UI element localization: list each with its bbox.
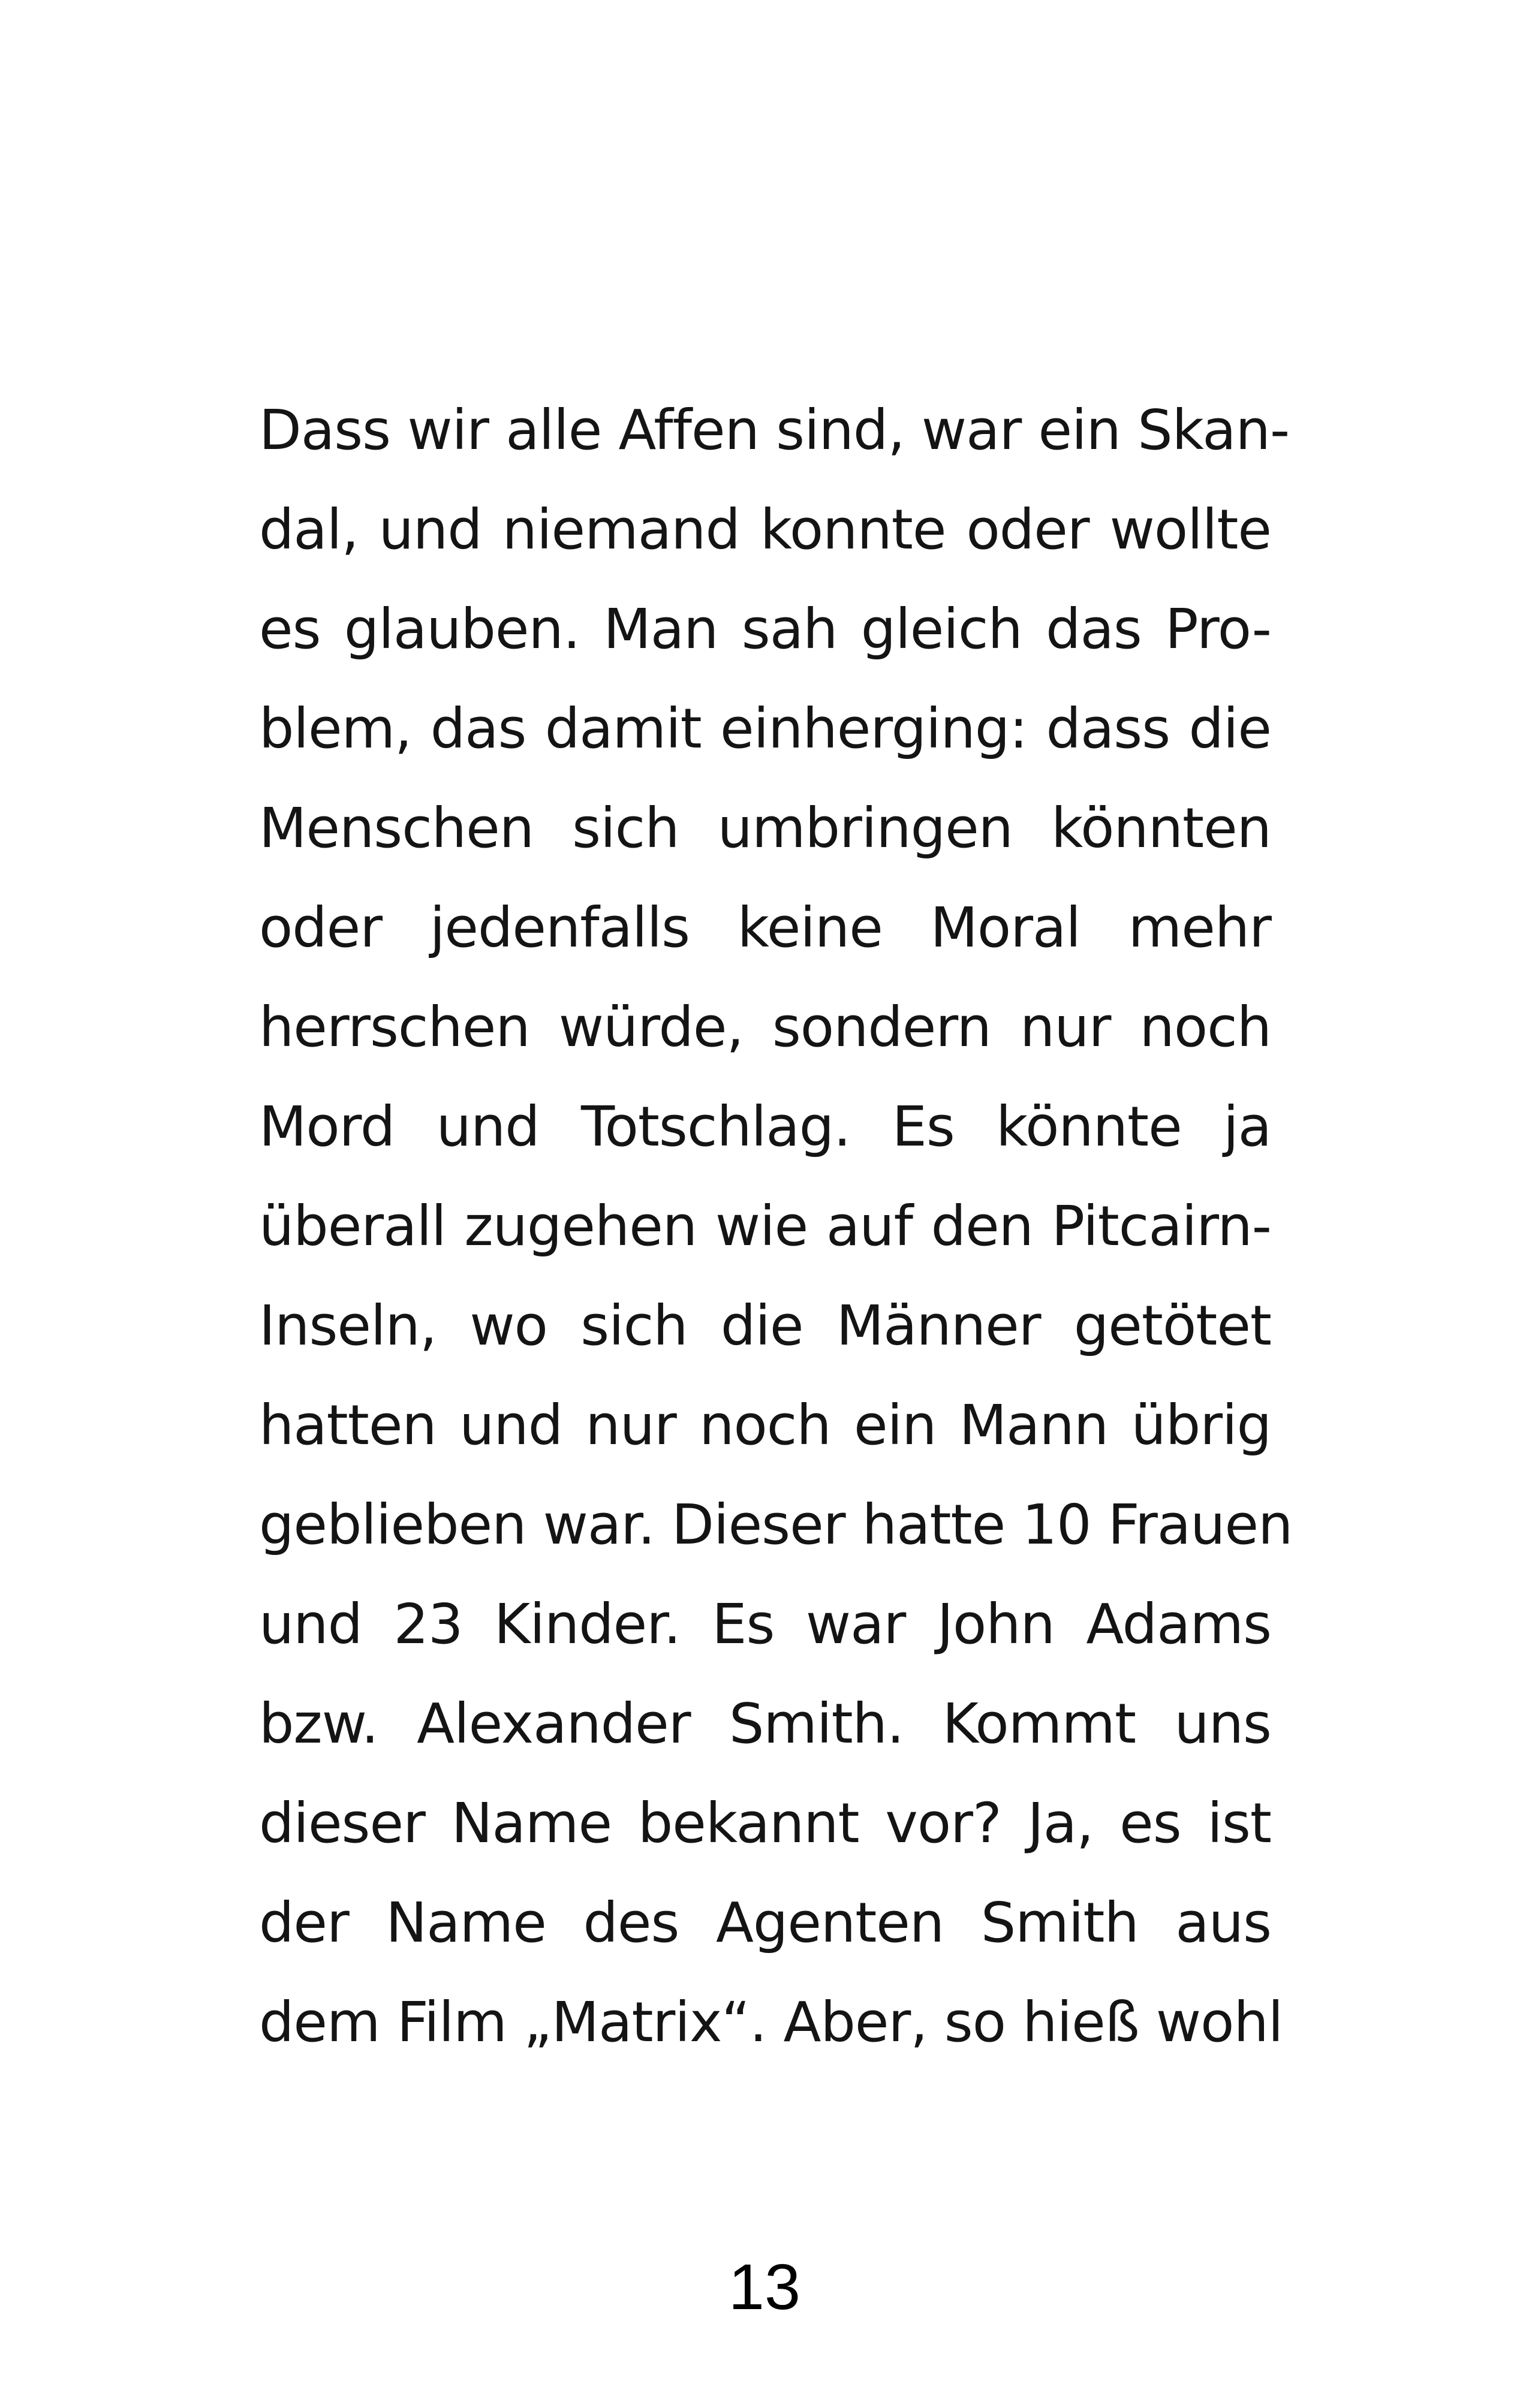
- text-line: es glauben. Man sah gleich das Pro-: [259, 597, 1271, 661]
- text-line: dal, und niemand konnte oder wollte: [259, 498, 1271, 562]
- text-line: und 23 Kinder. Es war John Adams: [259, 1592, 1271, 1656]
- text-line: herrschen würde, sondern nur noch: [259, 995, 1271, 1059]
- text-line: oder jedenfalls keine Moral mehr: [259, 896, 1271, 960]
- page-number: 13: [728, 2250, 801, 2323]
- text-line: überall zugehen wie auf den Pitcairn-: [259, 1194, 1271, 1258]
- text-line: blem, das damit einherging: dass die: [259, 697, 1271, 761]
- text-line: geblieben war. Dieser hatte 10 Frauen: [259, 1493, 1293, 1557]
- text-line: Menschen sich umbringen könnten: [259, 796, 1271, 860]
- text-line: Dass wir alle Affen sind, war ein Skan-: [259, 398, 1290, 462]
- text-line: Mord und Totschlag. Es könnte ja: [259, 1095, 1271, 1159]
- text-line: Inseln, wo sich die Männer getötet: [259, 1294, 1271, 1358]
- body-text: [259, 381, 1293, 2072]
- text-line: dem Film „Matrix“. Aber, so hieß wohl: [259, 1990, 1283, 2054]
- text-line: hatten und nur noch ein Mann übrig: [259, 1393, 1271, 1457]
- text-line: bzw. Alexander Smith. Kommt uns: [259, 1692, 1271, 1756]
- text-line: der Name des Agenten Smith aus: [259, 1891, 1271, 1955]
- text-line: dieser Name bekannt vor? Ja, es ist: [259, 1791, 1271, 1855]
